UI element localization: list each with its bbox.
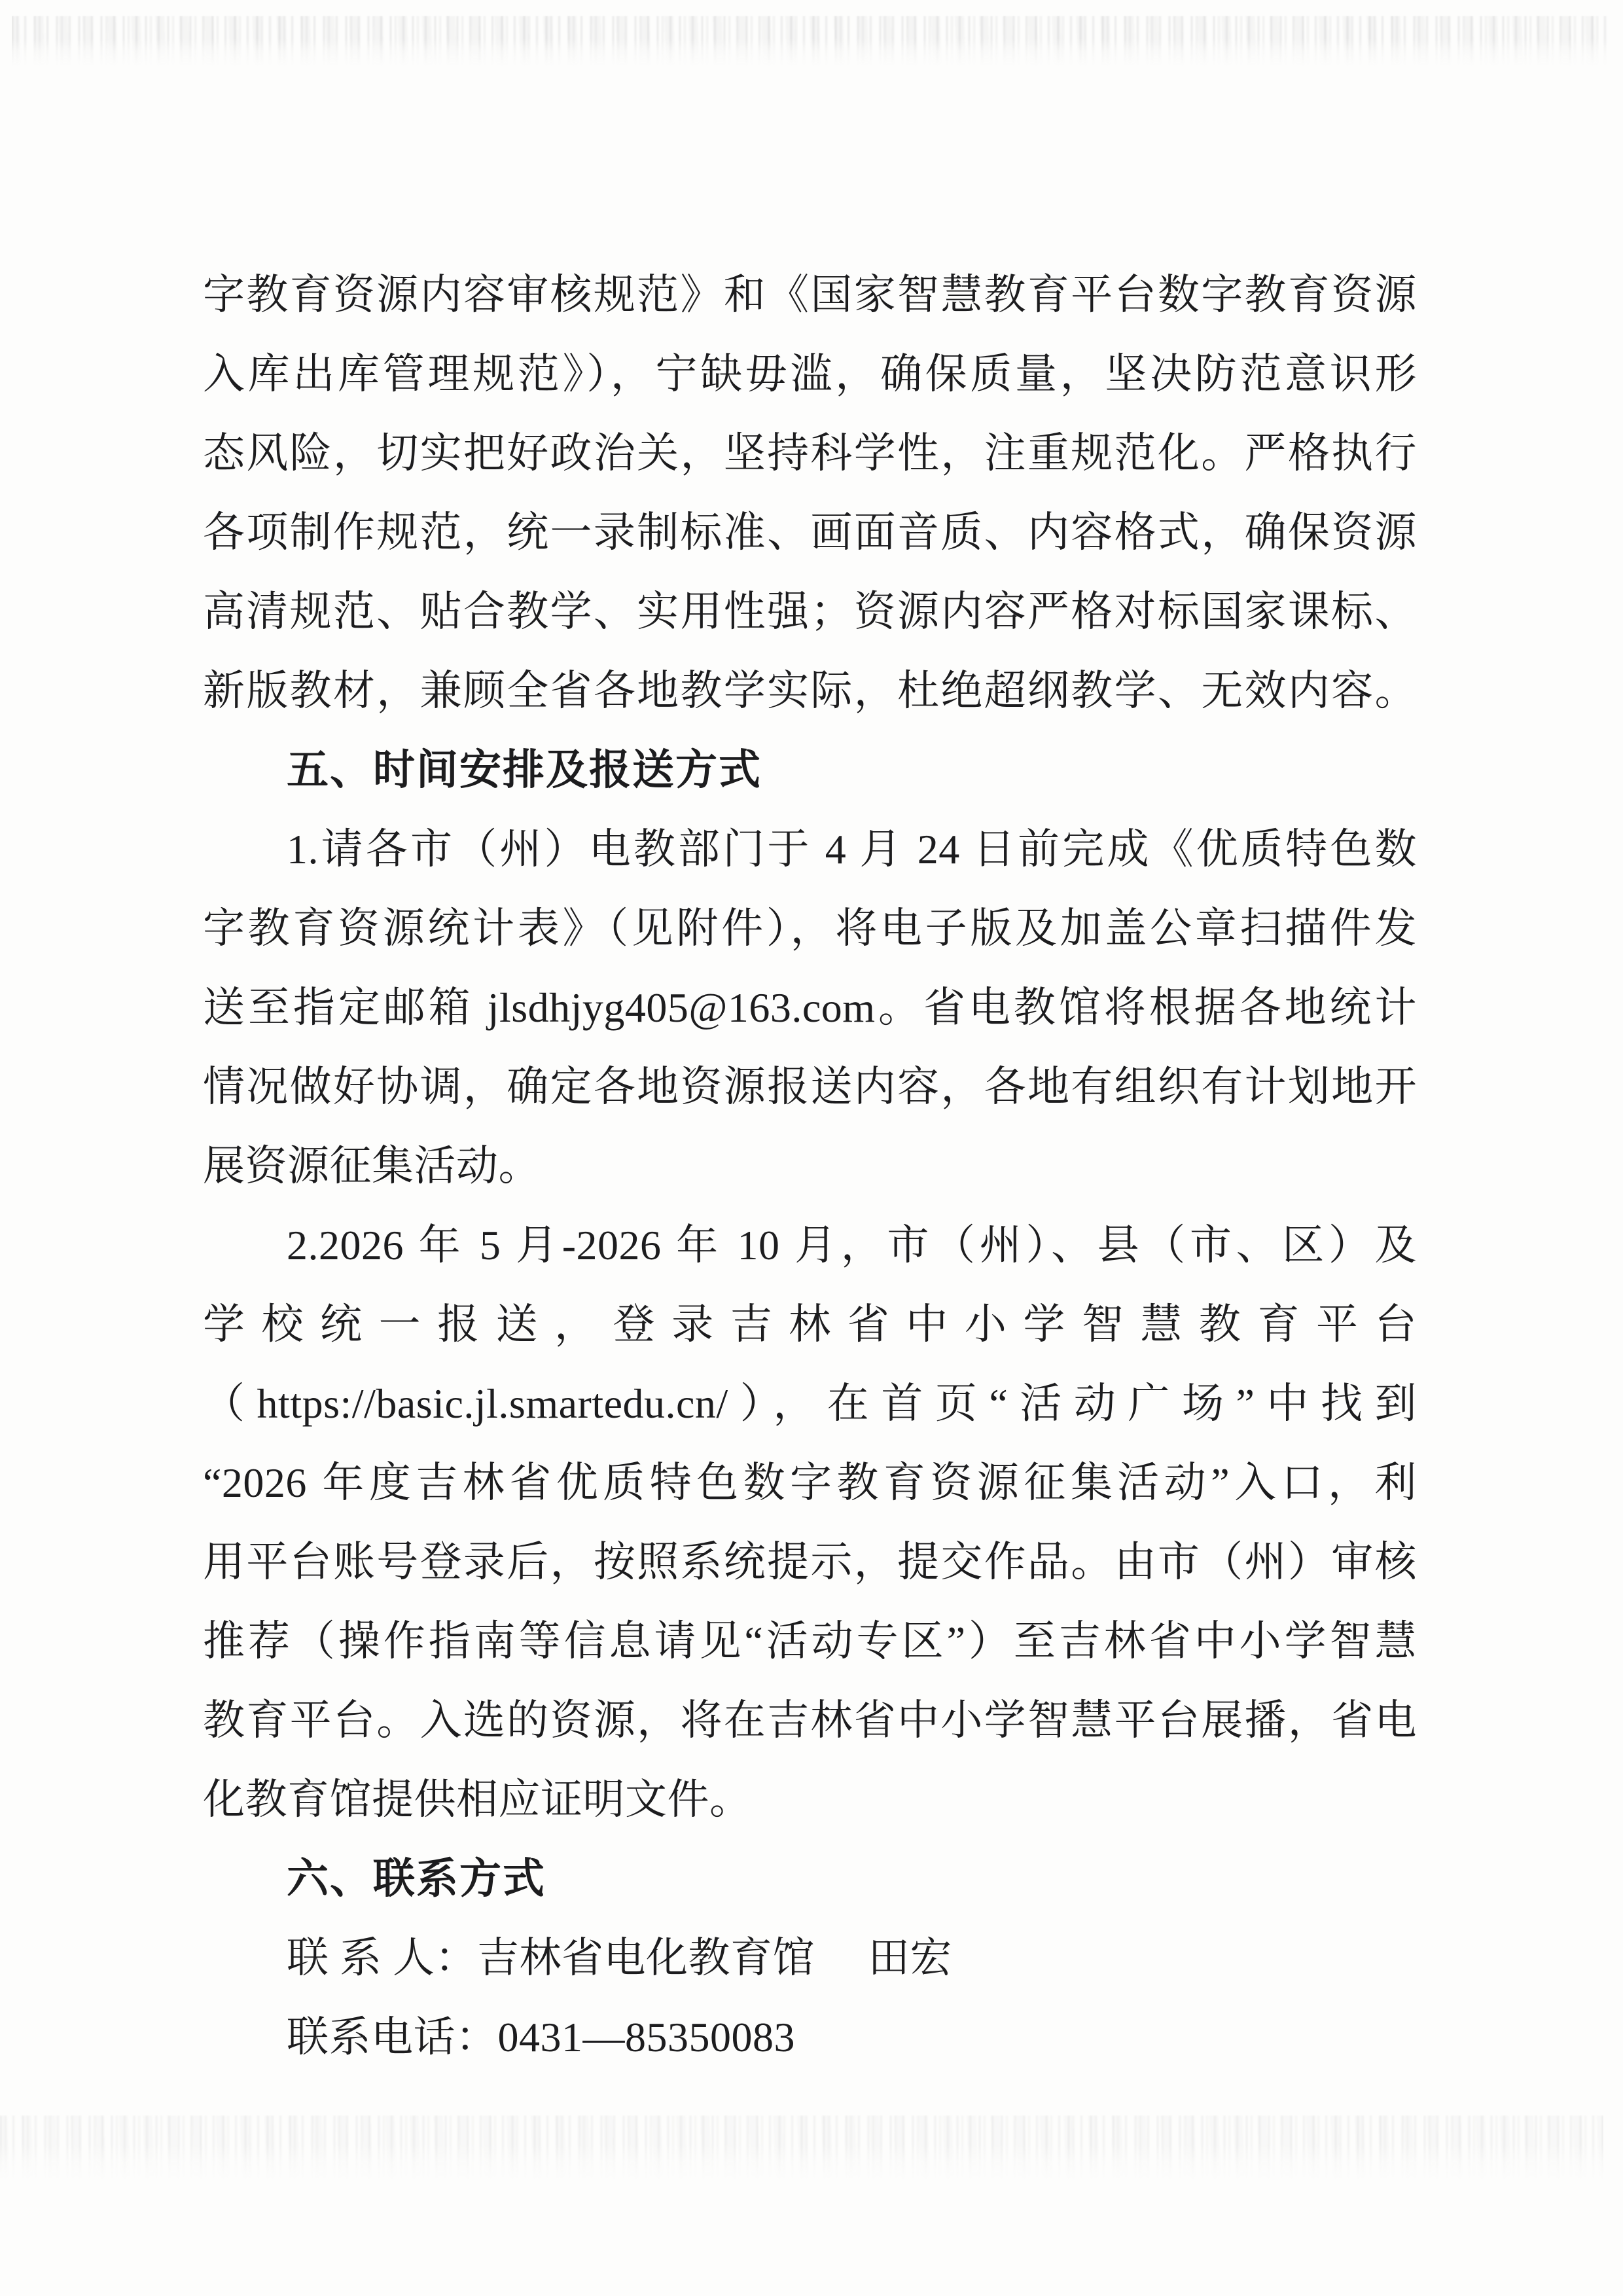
scan-ghosting-top	[12, 16, 1609, 67]
document-body	[203, 255, 1417, 2077]
section-heading-contact: 六、联系方式	[287, 1855, 546, 1902]
text-line-email: 送至指定邮箱 jlsdhjyg405@163.com。省电教馆将根据各地统计	[203, 984, 1417, 1031]
text-line: 入库出库管理规范》），宁缺毋滥，确保质量，坚决防范意识形	[203, 351, 1417, 397]
text-line-platform-url: （https://basic.jl.smartedu.cn/），在首页“活动广场”中找到	[203, 1380, 1417, 1427]
text-line: 教育平台。入选的资源，将在吉林省中小学智慧平台展播，省电	[203, 1697, 1417, 1744]
text-line-item-1-start: 1.请各市（州）电教部门于 4 月 24 日前完成《优质特色数	[287, 826, 1417, 872]
text-line: 情况做好协调，确定各地资源报送内容，各地有组织有计划地开	[203, 1064, 1417, 1110]
text-line-paragraph-end: 化教育馆提供相应证明文件。	[203, 1776, 752, 1823]
contact-person-line: 联 系 人：吉林省电化教育馆 田宏	[287, 1935, 952, 1981]
text-line: 新版教材，兼顾全省各地教学实际，杜绝超纲教学、无效内容。	[203, 668, 1417, 714]
text-line: 各项制作规范，统一录制标准、画面音质、内容格式，确保资源	[203, 509, 1417, 556]
section-heading-time-and-submission: 五、时间安排及报送方式	[287, 746, 762, 793]
text-line: 字教育资源内容审核规范》和《国家智慧教育平台数字教育资源	[203, 272, 1417, 318]
text-line-item-2-start: 2.2026 年 5 月-2026 年 10 月，市（州）、县（市、区）及	[287, 1222, 1417, 1268]
scan-ghosting-bottom	[0, 2115, 1603, 2181]
text-line: 用平台账号登录后，按照系统提示，提交作品。由市（州）审核	[203, 1539, 1417, 1585]
contact-phone-line: 联系电话：0431—85350083	[287, 2014, 795, 2060]
text-line: 推荐（操作指南等信息请见“活动专区”）至吉林省中小学智慧	[203, 1618, 1417, 1664]
text-line: 态风险，切实把好政治关，坚持科学性，注重规范化。严格执行	[203, 430, 1417, 476]
text-line-activity-name: “2026 年度吉林省优质特色数字教育资源征集活动”入口，利	[203, 1460, 1417, 1506]
text-line-paragraph-end: 展资源征集活动。	[203, 1143, 541, 1189]
text-line: 高清规范、贴合教学、实用性强；资源内容严格对标国家课标、	[203, 588, 1417, 635]
text-line-stretched: 学校统一报送，登录吉林省中小学智慧教育平台	[203, 1301, 1417, 1348]
text-line: 字教育资源统计表》（见附件），将电子版及加盖公章扫描件发	[203, 905, 1417, 952]
